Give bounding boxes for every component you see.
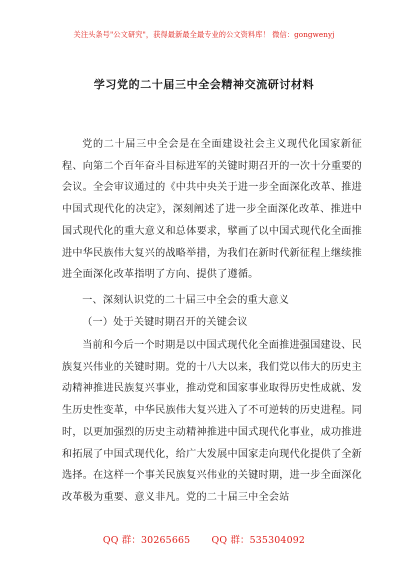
paragraph-intro [62,134,362,286]
paragraph-intro-text: 党的二十届三中全会是在全面建设社会主义现代化国家新征程、向第二个百年奋斗目标进军的关键时期召开的一次十分重要的会议。全会审议通过的《中共中央关于进一步全面深化改革、推进中国式现代化的决定》，深刻阐述了进一步全面深化改革、推进中国式现代化的重大意义和总体要求，擘画了以中国式现代化全面推进中华民族伟大复兴的战略举措，为我们在新时代新征程上继续推进全面深化改革指明了方向、提供了遵循。 [62,139,362,281]
header-promo-note: 关注头条号"公文研究"，获得最新最全最专业的公文资料库！ 微信：gongwenyj [73,30,335,39]
footer-qq-group-2: QQ 群：535304092 [211,535,306,546]
section-heading-1: 一、深刻认识党的二十届三中全会的重大意义 [82,295,290,306]
footer-qq-groups [0,532,408,546]
paragraph-key-period-text: 当前和今后一个时期是以中国式现代化全面推进强国建设、民族复兴伟业的关键时期。党的十八大以来，我们党以伟大的历史主动精神推进民族复兴事业，推动党和国家事业取得历史性成就、发生历史性变革，中华民族伟大复兴进入了不可逆转的历史进程。同时，以更加强烈的历史主动精神推进中国式现代化事业，成功推进和拓展了中国式现代化，给广大发展中国家走向现代化提供了全新选择。在这样一个事关民族复兴伟业的关键时期，进一步全面深化改革极为重要、意义非凡。党的二十届三中全会站 [62,340,362,503]
subsection-heading-1: （一）处于关键时期召开的关键会议 [82,317,248,328]
paragraph-key-period [62,335,362,509]
footer-qq-group-1: QQ 群：30265665 [102,535,191,546]
document-title: 学习党的二十届三中全会精神交流研讨材料 [93,78,315,91]
